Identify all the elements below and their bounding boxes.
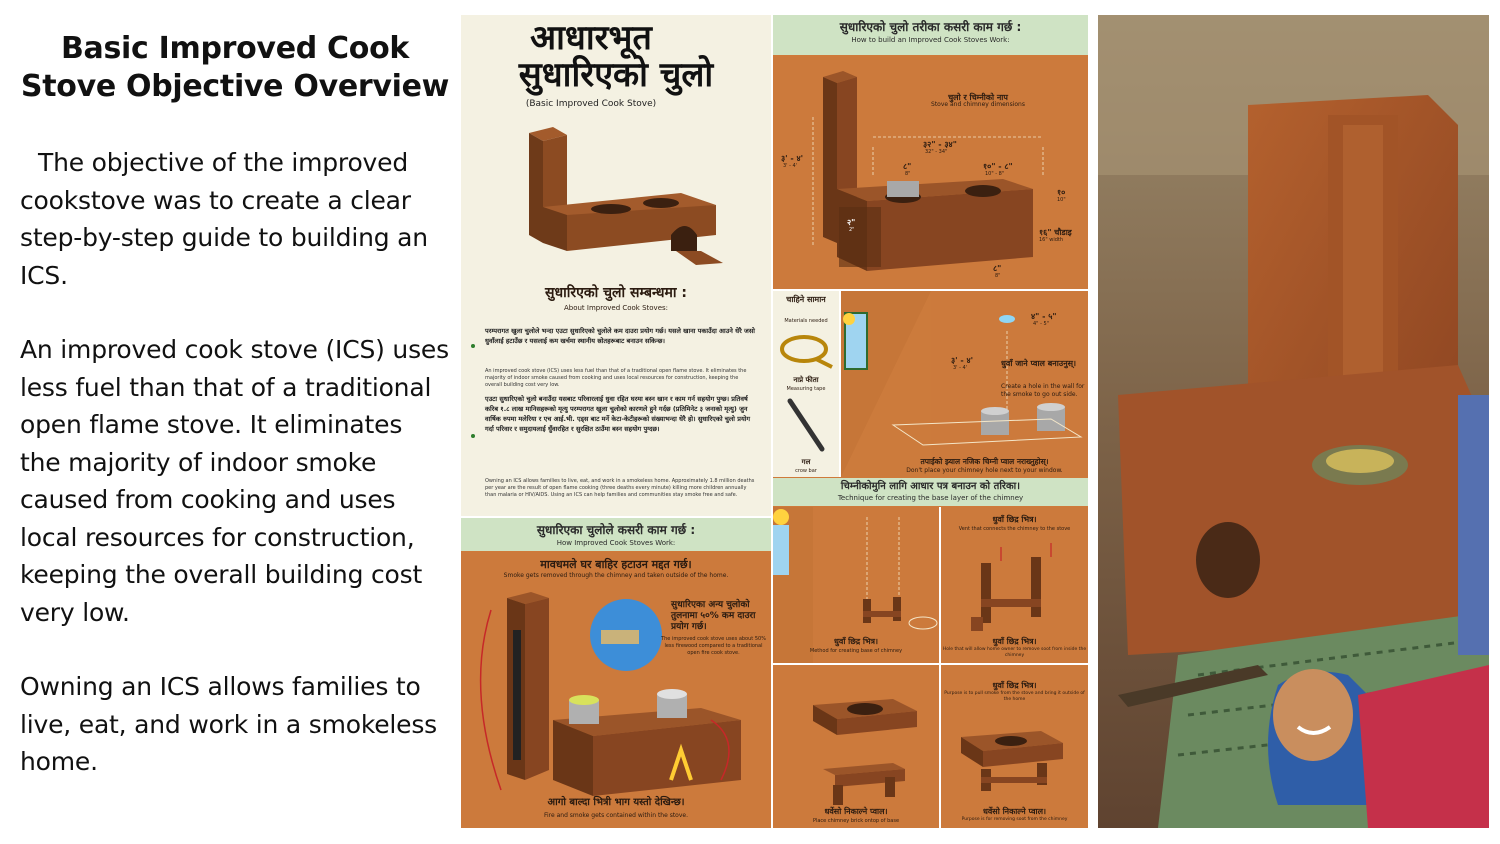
base-technique-band [773,478,1088,506]
how-works-panel [461,552,771,828]
brick1-caption-en: Place chimney brick ontop of base [812,818,900,824]
bar-label-en: crow bar [795,468,817,474]
poster-title-panel [461,15,771,118]
pull-caption-en: Purpose is to pull smoke from the stove and bring it outside of the home [944,691,1085,702]
stove-photo [1098,15,1489,828]
chimney-caption-np: मावधमले घर बाहिर हटाउन मद्दत गर्छ। [540,558,692,571]
dimensions-title-np: चुलो र चिम्नीको नाप [948,93,1008,102]
dim-10-8: १०" - ८" [983,162,1013,171]
fuel-caption-np: सुधारिएका अन्य चुलोको तुलनामा ५०% कम दाउरा प्रयोग गर्छ। [671,600,756,632]
poster-divider [939,507,941,828]
poster-title-en: (Basic Improved Cook Stove) [525,99,657,109]
poster-divider [773,663,1088,665]
dim-10-8-en: 10" - 8" [985,171,1005,177]
base-step-vent-panel [941,507,1088,663]
how-build-heading-en: How to build an Improved Cook Stoves Work: [851,36,1010,44]
about-panel [461,118,771,516]
fire-caption-np: आगो बाल्दा भित्री भाग यस्तो देखिन्छ। [547,797,685,808]
dim-10-en: 10" [1057,197,1066,203]
crow-bar-icon [776,395,836,455]
tape-label-en: Measuring tape [786,386,826,392]
fuel-caption-en: The improved cook stove uses about 50% less firewood compared to a traditional open fire cook stove. [661,636,766,656]
how-works-heading-en: How Improved Cook Stoves Work: [556,539,676,547]
window-caption-en: Don't place your chimney hole next to your window. [906,467,1063,474]
how-works-band [461,518,771,551]
poster-title-line1: आधारभूत [530,18,652,58]
chimney-hole-panel [841,291,1088,477]
measuring-tape-icon [776,331,836,371]
hole-dim-45-en: 4" - 5" [1033,321,1049,327]
dimensions-title-en: Stove and chimney dimensions [931,101,1025,108]
stove-photo-drawing [1098,15,1489,828]
about-heading-en: About Improved Cook Stoves: [563,304,669,312]
dim-top-en: 32" - 34" [925,149,948,155]
poster-title-line2: सुधारिएको चुलो [518,55,714,95]
bullet-icon [471,434,475,438]
base-step-method-panel [773,507,939,663]
soot-caption-np: धुवाँ छिद्र भित्र। [992,637,1037,646]
how-works-heading-np: सुधारिएका चुलोले कसरी काम गर्छ : [536,523,696,537]
base-heading-np: चिम्नीकोमुनि लागि आधार पत्र बनाउन को तरिका। [840,481,1021,492]
hole-caption-np: धुवाँ जाने प्वाल बनाउनुस्। [1001,359,1077,368]
hole-caption-en: Create a hole in the wall for the smoke to go out side. [1001,383,1085,398]
smokeless-home-paragraph: Owning an ICS allows families to live, eat, and work in a smokeless home. [20,672,438,776]
base-heading-en: Technique for creating the base layer of the chimney [837,494,1024,502]
tape-label-np: नाप्ने फीता [793,376,819,384]
how-build-band [773,15,1088,55]
dim-bottom-en: 8" [995,273,1001,279]
poster-divider [773,289,1088,291]
base-step-brick-panel [773,665,939,828]
stove-poster [461,15,1088,828]
chimney-brick-diagram [773,665,939,828]
soot-caption-en: Hole that will allow home owner to remove soot from inside the chimney [942,647,1087,658]
bar-label-np: गल [801,458,811,466]
brick2-caption-np: धर्वेसो निकाल्ने प्वाल। [982,807,1047,816]
poster-divider [839,291,841,477]
dim-2-en: 2" [849,227,855,233]
slide-text-column [20,30,450,818]
ics-description-paragraph: An improved cook stove (ICS) uses less fuel than that of a traditional open flame stove. It eliminates the majority of indoor smoke caused from cooking and uses local resources for construction, keeping the overall building cost very low. [20,335,449,627]
objective-paragraph: The objective of the improved cookstove was to create a clear step-by-step guide to building an ICS. [20,148,428,290]
dim-left: ३' - ४' [781,154,804,163]
brick2-caption-en: Purpose is for removing soot from the chimney [961,817,1068,822]
dim-8-en: 8" [905,171,911,177]
materials-heading-en: Materials needed [784,318,828,324]
hole-dim-34: ३' - ४' [951,356,974,365]
slide-title: Basic Improved Cook Stove Objective Overview [20,31,450,104]
fire-caption-en: Fire and smoke gets contained within the stove. [543,812,689,819]
vent-caption-en: Vent that connects the chimney to the stove [958,526,1071,532]
base-method-np: धुवाँ छिद्र भित्र। [833,637,879,646]
dim-8: ८" [903,162,912,171]
chimney-caption-en: Smoke gets removed through the chimney and taken outside of the home. [503,572,729,579]
dim-16-en: 16" width [1039,237,1064,243]
about-bullet2-np: एउटा सुधारिएको चुलो बनाउँदा यसबाट परिवारलाई धुवा रहित घरमा बस्न खान र काम गर्न सहयोग पुग्छ। प्रतिवर्ष करिब १.८ लाख मानिसहरूको मृत्यु परम्परागत खुला चुलोको कारणले हुने गर्दछ (प्रतिमिनेट ३ जनाको मृत्यु) जुन वार्षिक रुपमा मलेरिया र एच आई.भी. एड्स बाट मर्ने केटा-केटीहरूको संख्याभन्दा धेरै हो। सुधारिएको चुलो प्रयोग गर्दा परिवार र समुदायलाई धुँवारहित र सुरक्षित ठाउँमा बस्न सहयोग पुग्दछ। [485,395,751,433]
dim-top: ३२" - ३४" [923,140,957,149]
bullet-icon [471,344,475,348]
vent-caption-np: धुवाँ छिद्र भित्र। [992,515,1037,524]
about-bullet1-np: परम्परागत खुला चुलोले भन्दा एउटा सुधारिएको चुलोले कम दाउरा प्रयोग गर्छ। यसले खाना पकाउँदा आउने धेरै जसो धुवाँलाई हटाउँछ र यसलाई कम खर्चमा स्थानीय स्रोतहरूबाट बनाउन सकिन्छ। [485,327,755,345]
base-method-en: Method for creating base of chimney [809,648,903,654]
dimensions-panel [773,57,1088,289]
dim-2: २" [847,218,856,227]
about-bullet2-en: Owning an ICS allows families to live, eat, and work in a smokeless home. Approximately 1.8 million deaths per year are the result of open flame cooking (three deaths every minute) killing more children annually than malaria or HIV/AIDS. Using an ICS can help families and communities stay smoke free and safe. [485,478,755,498]
window-caption-np: तपाईको झ्याल नजिक चिम्नी प्वाल नराख्नुहोस्। [920,457,1049,466]
brick1-caption-np: धर्वेसो निकाल्ने प्वाल। [824,807,888,816]
how-build-heading-np: सुधारिएको चुलो तरीका कसरी काम गर्छ : [839,20,1022,34]
poster-divider [771,15,773,828]
hole-dim-45: ४" - ५" [1031,312,1057,321]
dimensions-diagram [773,57,1088,289]
dim-16: १६" चौडाइ [1039,228,1072,237]
stove-illustration [511,123,731,283]
poster-divider [461,516,771,518]
dim-10: १० [1057,188,1066,197]
about-heading-np: सुधारिएको चुलो सम्बन्धमा : [545,285,687,301]
chimney-pull-diagram [941,665,1088,828]
about-bullet1-en: An improved cook stove (ICS) uses less fuel than that of a traditional open flame stove. It eliminates the majority of indoor smoke caused from cooking and uses local resources for construction, keeping the overall building cost very low. [485,368,747,388]
materials-heading-np: चाहिने सामान [786,295,826,304]
hole-dim-34-en: 3' - 4' [953,365,968,371]
dim-left-en: 3' - 4' [783,163,798,169]
materials-panel [773,291,839,477]
dim-bottom: ८" [993,264,1002,273]
pull-caption-np: धुवाँ छिद्र भित्र। [992,681,1037,690]
base-step-pull-panel [941,665,1088,828]
